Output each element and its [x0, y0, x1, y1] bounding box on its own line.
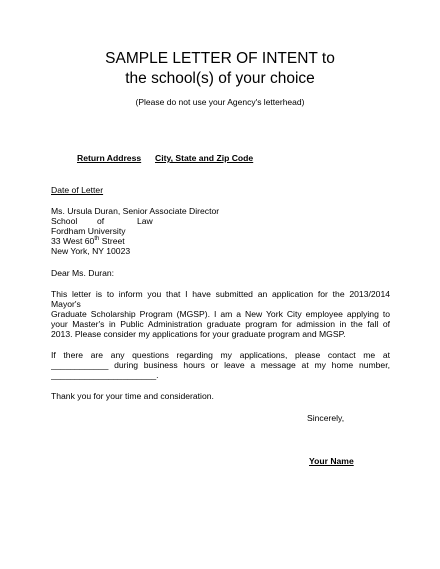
page-title-line1: SAMPLE LETTER OF INTENT to [105, 50, 335, 67]
paragraph-1-line: Mayor's [51, 299, 81, 309]
paragraph-1-line: This letter is to inform you that I have submitted an application for the 2013/2014 [51, 289, 390, 299]
salutation: Dear Ms. Duran: [51, 268, 115, 278]
street-superscript: th [94, 236, 100, 243]
thanks-line: Thank you for your time and consideration. [51, 391, 214, 401]
paragraph-2-line: If there are any questions regarding my applications, please contact me at [51, 350, 390, 360]
signature-name: Your Name [309, 456, 354, 466]
paragraph-2-line: ______________________. [51, 370, 159, 380]
paragraph-1-line: your Master's in Public Administration graduate program for admission in the fall of [51, 319, 390, 329]
street-number: 33 West 60 [51, 236, 95, 246]
paragraph-1 [51, 289, 390, 339]
letterhead-note: (Please do not use your Agency's letterhead) [135, 97, 305, 107]
street-rest: Street [99, 236, 125, 246]
page-title-line2: the school(s) of your choice [125, 70, 315, 87]
return-address-label: Return Address [77, 153, 142, 163]
recipient-name-title: Ms. Ursula Duran, Senior Associate Director [51, 206, 220, 216]
paragraph-2-line: ____________ during business hours or leave a message at my home number, [51, 360, 390, 370]
paragraph-1-line: 2013. Please consider my applications for your graduate program and MGSP. [51, 329, 346, 339]
date-label: Date of Letter [51, 185, 104, 195]
paragraph-2 [51, 350, 390, 380]
recipient-university: Fordham University [51, 226, 126, 236]
city-state-zip-label: City, State and Zip Code [155, 153, 254, 163]
recipient-school-word: School [51, 216, 78, 226]
recipient-city-line: New York, NY 10023 [51, 246, 131, 256]
recipient-street [51, 236, 125, 246]
paragraph-1-line: Graduate Scholarship Program (MGSP). I am a New York City employee applying to [51, 309, 390, 319]
recipient-of-word: of [97, 216, 105, 226]
recipient-law-word: Law [137, 216, 153, 226]
closing: Sincerely, [307, 413, 345, 423]
